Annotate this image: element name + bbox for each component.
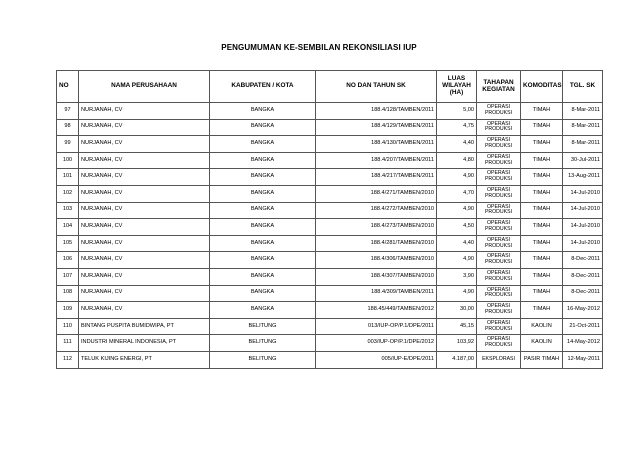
cell-tahapan-kegiatan: OPERASI PRODUKSI [477, 202, 521, 219]
cell-no: 99 [57, 136, 79, 153]
header-komoditas: KOMODITAS [521, 71, 563, 103]
cell-luas-wilayah: 5,00 [437, 103, 477, 120]
cell-tgl-sk: 12-May-2011 [563, 351, 603, 368]
cell-luas-wilayah: 4,90 [437, 169, 477, 186]
cell-tgl-sk: 8-Dec-2011 [563, 252, 603, 269]
cell-komoditas: TIMAH [521, 136, 563, 153]
cell-kabupaten-kota: BANGKA [210, 103, 316, 120]
cell-tahapan-kegiatan: OPERASI PRODUKSI [477, 169, 521, 186]
cell-nama-perusahaan: NURJANAH, CV [79, 202, 210, 219]
cell-komoditas: PASIR TIMAH [521, 351, 563, 368]
cell-no-tahun-sk: 188.4/273/TAMBEN/2010 [316, 219, 437, 236]
cell-tahapan-kegiatan: OPERASI PRODUKSI [477, 235, 521, 252]
cell-kabupaten-kota: BANGKA [210, 136, 316, 153]
cell-tgl-sk: 8-Mar-2011 [563, 103, 603, 120]
cell-nama-perusahaan: NURJANAH, CV [79, 169, 210, 186]
cell-no: 111 [57, 335, 79, 352]
table-row [57, 219, 603, 236]
cell-no: 102 [57, 185, 79, 202]
cell-no: 98 [57, 119, 79, 136]
cell-luas-wilayah: 4,75 [437, 119, 477, 136]
cell-tahapan-kegiatan: OPERASI PRODUKSI [477, 103, 521, 120]
cell-tgl-sk: 8-Dec-2011 [563, 285, 603, 302]
cell-tahapan-kegiatan: OPERASI PRODUKSI [477, 219, 521, 236]
cell-nama-perusahaan: INDUSTRI MINERAL INDONESIA, PT [79, 335, 210, 352]
cell-luas-wilayah: 3,90 [437, 268, 477, 285]
cell-luas-wilayah: 4,90 [437, 202, 477, 219]
iup-table [56, 70, 603, 369]
table-row [57, 136, 603, 153]
cell-tgl-sk: 14-Jul-2010 [563, 185, 603, 202]
cell-kabupaten-kota: BANGKA [210, 202, 316, 219]
cell-kabupaten-kota: BELITUNG [210, 318, 316, 335]
table-row [57, 318, 603, 335]
cell-no-tahun-sk: 188.4/129/TAMBEN/2011 [316, 119, 437, 136]
cell-no-tahun-sk: 188.4/272/TAMBEN/2010 [316, 202, 437, 219]
header-tgl-sk: TGL. SK [563, 71, 603, 103]
cell-komoditas: TIMAH [521, 169, 563, 186]
cell-luas-wilayah: 4,50 [437, 219, 477, 236]
header-tahapan-kegiatan: TAHAPAN KEGIATAN [477, 71, 521, 103]
header-no: NO [57, 71, 79, 103]
cell-komoditas: TIMAH [521, 268, 563, 285]
cell-tahapan-kegiatan: OPERASI PRODUKSI [477, 302, 521, 319]
table-row [57, 169, 603, 186]
cell-kabupaten-kota: BANGKA [210, 268, 316, 285]
header-nama-perusahaan: NAMA PERUSAHAAN [79, 71, 210, 103]
cell-komoditas: TIMAH [521, 152, 563, 169]
cell-luas-wilayah: 4,80 [437, 152, 477, 169]
cell-komoditas: KAOLIN [521, 335, 563, 352]
table-row [57, 103, 603, 120]
cell-no: 97 [57, 103, 79, 120]
cell-komoditas: TIMAH [521, 252, 563, 269]
table-row [57, 268, 603, 285]
cell-no: 108 [57, 285, 79, 302]
cell-tgl-sk: 14-Jul-2010 [563, 235, 603, 252]
cell-luas-wilayah: 4,90 [437, 252, 477, 269]
cell-tahapan-kegiatan: OPERASI PRODUKSI [477, 252, 521, 269]
cell-no: 103 [57, 202, 79, 219]
cell-luas-wilayah: 45,15 [437, 318, 477, 335]
table-row [57, 351, 603, 368]
cell-no-tahun-sk: 188.4/128/TAMBEN/2011 [316, 103, 437, 120]
cell-no-tahun-sk: 188.45/449/TAMBEN/2012 [316, 302, 437, 319]
cell-kabupaten-kota: BANGKA [210, 152, 316, 169]
cell-kabupaten-kota: BELITUNG [210, 335, 316, 352]
cell-komoditas: TIMAH [521, 219, 563, 236]
cell-nama-perusahaan: BINTANG PUSPITA BUMIDWIPA, PT [79, 318, 210, 335]
cell-no-tahun-sk: 188.4/207/TAMBEN/2011 [316, 152, 437, 169]
cell-nama-perusahaan: NURJANAH, CV [79, 268, 210, 285]
cell-no-tahun-sk: 188.4/309/TAMBEN/2011 [316, 285, 437, 302]
cell-luas-wilayah: 4,40 [437, 136, 477, 153]
cell-nama-perusahaan: NURJANAH, CV [79, 252, 210, 269]
cell-luas-wilayah: 30,00 [437, 302, 477, 319]
cell-no: 112 [57, 351, 79, 368]
cell-no-tahun-sk: 003/IUP-OP/P.1/DPE/2012 [316, 335, 437, 352]
cell-tgl-sk: 21-Oct-2011 [563, 318, 603, 335]
cell-tahapan-kegiatan: EKSPLORASI [477, 351, 521, 368]
cell-kabupaten-kota: BANGKA [210, 285, 316, 302]
cell-kabupaten-kota: BANGKA [210, 252, 316, 269]
cell-tgl-sk: 8-Mar-2011 [563, 136, 603, 153]
cell-komoditas: TIMAH [521, 119, 563, 136]
cell-no-tahun-sk: 013/IUP-OP/P.1/DPE/2011 [316, 318, 437, 335]
cell-nama-perusahaan: TELUK KIJING ENERGI, PT [79, 351, 210, 368]
cell-kabupaten-kota: BANGKA [210, 169, 316, 186]
cell-komoditas: TIMAH [521, 235, 563, 252]
cell-tahapan-kegiatan: OPERASI PRODUKSI [477, 285, 521, 302]
header-luas-wilayah: LUAS WILAYAH (HA) [437, 71, 477, 103]
cell-tahapan-kegiatan: OPERASI PRODUKSI [477, 335, 521, 352]
cell-tahapan-kegiatan: OPERASI PRODUKSI [477, 119, 521, 136]
cell-komoditas: TIMAH [521, 103, 563, 120]
cell-komoditas: TIMAH [521, 185, 563, 202]
cell-no-tahun-sk: 188.4/307/TAMBEN/2010 [316, 268, 437, 285]
cell-tgl-sk: 13-Aug-2011 [563, 169, 603, 186]
table-row [57, 202, 603, 219]
table-row [57, 119, 603, 136]
cell-no-tahun-sk: 188.4/130/TAMBEN/2011 [316, 136, 437, 153]
table-row [57, 335, 603, 352]
cell-tgl-sk: 30-Jul-2011 [563, 152, 603, 169]
table-row [57, 235, 603, 252]
cell-tgl-sk: 14-Jul-2010 [563, 202, 603, 219]
cell-no: 106 [57, 252, 79, 269]
table-row [57, 185, 603, 202]
cell-nama-perusahaan: NURJANAH, CV [79, 219, 210, 236]
cell-luas-wilayah: 4,70 [437, 185, 477, 202]
header-no-tahun-sk: NO DAN TAHUN SK [316, 71, 437, 103]
cell-no: 101 [57, 169, 79, 186]
cell-tahapan-kegiatan: OPERASI PRODUKSI [477, 268, 521, 285]
table-row [57, 252, 603, 269]
cell-luas-wilayah: 4,90 [437, 285, 477, 302]
cell-tgl-sk: 8-Dec-2011 [563, 268, 603, 285]
cell-nama-perusahaan: NURJANAH, CV [79, 285, 210, 302]
cell-no: 109 [57, 302, 79, 319]
cell-no: 107 [57, 268, 79, 285]
cell-tahapan-kegiatan: OPERASI PRODUKSI [477, 185, 521, 202]
cell-no-tahun-sk: 188.4/217/TAMBEN/2011 [316, 169, 437, 186]
cell-nama-perusahaan: NURJANAH, CV [79, 185, 210, 202]
cell-luas-wilayah: 4.187,00 [437, 351, 477, 368]
cell-kabupaten-kota: BANGKA [210, 302, 316, 319]
cell-tahapan-kegiatan: OPERASI PRODUKSI [477, 318, 521, 335]
cell-nama-perusahaan: NURJANAH, CV [79, 302, 210, 319]
table-body [57, 103, 603, 369]
cell-nama-perusahaan: NURJANAH, CV [79, 119, 210, 136]
cell-kabupaten-kota: BELITUNG [210, 351, 316, 368]
cell-no-tahun-sk: 188.4/271/TAMBEN/2010 [316, 185, 437, 202]
table-row [57, 152, 603, 169]
cell-luas-wilayah: 103,92 [437, 335, 477, 352]
cell-no-tahun-sk: 188.4/306/TAMBEN/2010 [316, 252, 437, 269]
cell-tahapan-kegiatan: OPERASI PRODUKSI [477, 152, 521, 169]
cell-komoditas: TIMAH [521, 302, 563, 319]
cell-tahapan-kegiatan: OPERASI PRODUKSI [477, 136, 521, 153]
cell-komoditas: KAOLIN [521, 318, 563, 335]
cell-kabupaten-kota: BANGKA [210, 185, 316, 202]
cell-nama-perusahaan: NURJANAH, CV [79, 103, 210, 120]
cell-no: 110 [57, 318, 79, 335]
cell-tgl-sk: 14-Jul-2010 [563, 219, 603, 236]
cell-no: 105 [57, 235, 79, 252]
cell-no: 100 [57, 152, 79, 169]
cell-komoditas: TIMAH [521, 285, 563, 302]
table-header-row [57, 71, 603, 103]
cell-no-tahun-sk: 188.4/281/TAMBEN/2010 [316, 235, 437, 252]
page-title: PENGUMUMAN KE-SEMBILAN REKONSILIASI IUP [221, 43, 417, 52]
cell-tgl-sk: 8-Mar-2011 [563, 119, 603, 136]
header-kabupaten-kota: KABUPATEN / KOTA [210, 71, 316, 103]
cell-kabupaten-kota: BANGKA [210, 219, 316, 236]
cell-komoditas: TIMAH [521, 202, 563, 219]
cell-nama-perusahaan: NURJANAH, CV [79, 235, 210, 252]
cell-no: 104 [57, 219, 79, 236]
cell-kabupaten-kota: BANGKA [210, 235, 316, 252]
cell-kabupaten-kota: BANGKA [210, 119, 316, 136]
table-row [57, 302, 603, 319]
cell-luas-wilayah: 4,40 [437, 235, 477, 252]
table-row [57, 285, 603, 302]
cell-no-tahun-sk: 005/IUP-E/DPE/2011 [316, 351, 437, 368]
cell-tgl-sk: 14-May-2012 [563, 335, 603, 352]
cell-tgl-sk: 16-May-2012 [563, 302, 603, 319]
cell-nama-perusahaan: NURJANAH, CV [79, 152, 210, 169]
cell-nama-perusahaan: NURJANAH, CV [79, 136, 210, 153]
